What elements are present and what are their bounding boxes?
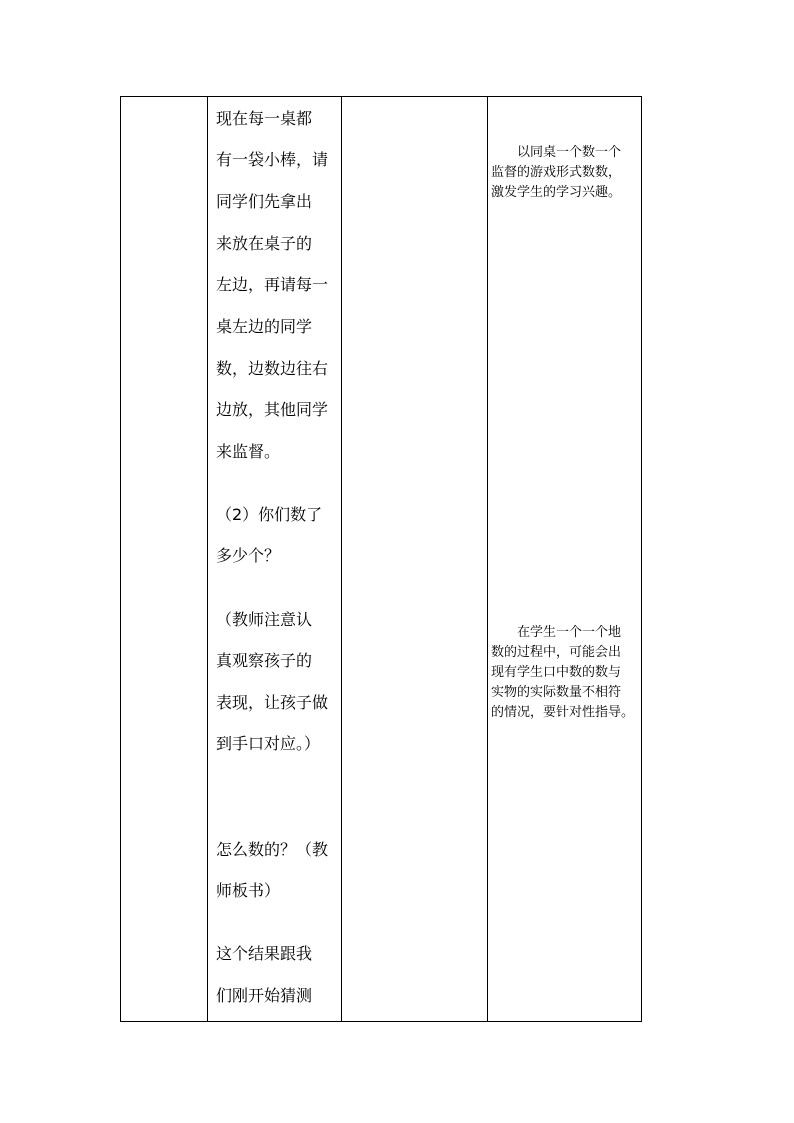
teacher-line: 现在每一桌都: [216, 109, 313, 128]
teacher-line: 有一袋小棒，请: [216, 150, 329, 169]
teacher-line: 左边，再请每一: [216, 275, 329, 294]
teacher-line: 师板书）: [216, 881, 281, 900]
teacher-line: 数，边数边往右: [216, 359, 329, 378]
note-line: 激发学生的学习兴趣。: [491, 185, 622, 200]
teacher-line: 同学们先拿出: [216, 192, 313, 211]
teacher-line: 表现，让孩子做: [216, 693, 329, 712]
teacher-line: （教师注意认: [216, 610, 313, 629]
design-note-1: [491, 143, 641, 203]
note-line: 数的过程中，可能会出: [491, 645, 622, 660]
note-line: 以同桌一个数一个: [517, 145, 622, 160]
teacher-line: 边放，其他同学: [216, 400, 329, 419]
column-divider-3: [487, 97, 488, 1021]
note-line: 的情况，要针对性指导。: [491, 705, 635, 720]
design-note-2: [491, 623, 641, 723]
note-line: 实物的实际数量不相符: [491, 685, 622, 700]
teacher-line: 们刚开始猜测: [216, 986, 313, 1005]
teacher-line: 桌左边的同学: [216, 317, 313, 336]
teacher-line: 来放在桌子的: [216, 234, 313, 253]
lesson-table: [120, 96, 642, 1022]
teacher-line: 真观察孩子的: [216, 651, 313, 670]
column-divider-2: [341, 97, 342, 1021]
teacher-line: （2）你们数了: [216, 505, 323, 524]
note-line: 现有学生口中数的数与: [491, 665, 622, 680]
column-divider-1: [207, 97, 208, 1021]
teacher-line: 来监督。: [216, 442, 281, 461]
teacher-line: 到手口对应。）: [216, 734, 321, 753]
teacher-line: 怎么数的？（教: [216, 840, 329, 859]
teacher-line: 这个结果跟我: [216, 944, 313, 963]
note-line: 监督的游戏形式数数，: [491, 165, 622, 180]
teacher-line: 多少个？: [216, 546, 281, 565]
note-line: 在学生一个一个地: [517, 625, 622, 640]
